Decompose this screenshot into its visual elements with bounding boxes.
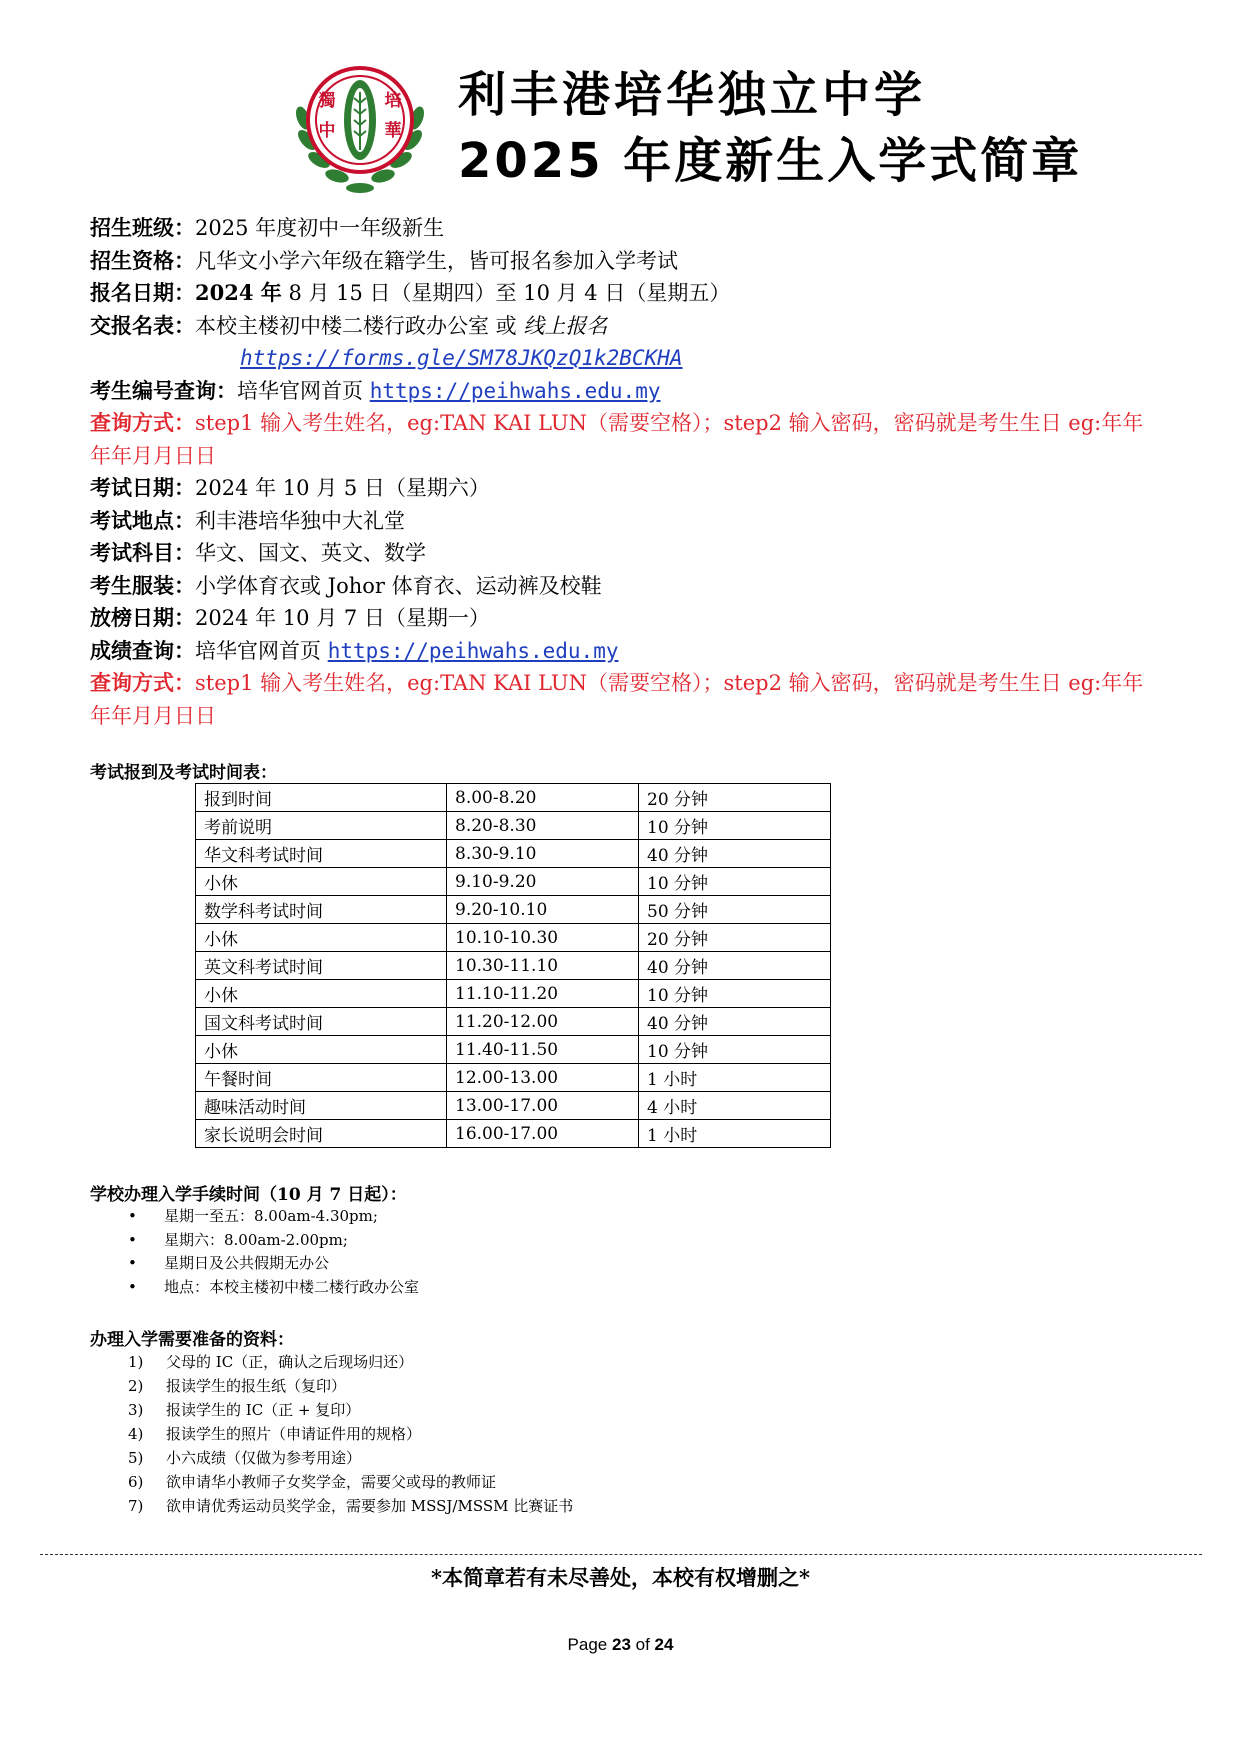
table-row — [196, 952, 831, 980]
schedule-time: 9.10-9.20 — [447, 868, 639, 896]
table-row — [196, 840, 831, 868]
list-item: • 地点：本校主楼初中楼二楼行政办公室 — [128, 1276, 419, 1300]
schedule-activity: 英文科考试时间 — [196, 952, 447, 980]
schedule-activity: 家长说明会时间 — [196, 1120, 447, 1148]
table-row — [196, 784, 831, 812]
list-item: 5) 小六成绩（仅做为参考用途） — [128, 1449, 362, 1467]
schedule-activity: 趣味活动时间 — [196, 1092, 447, 1120]
list-item: 2) 报读学生的报生纸（复印） — [128, 1377, 347, 1395]
table-row — [196, 1008, 831, 1036]
schedule-time: 11.40-11.50 — [447, 1036, 639, 1064]
schedule-time: 8.30-9.10 — [447, 840, 639, 868]
schedule-time: 13.00-17.00 — [447, 1092, 639, 1120]
page-header — [0, 0, 1241, 200]
schedule-time: 16.00-17.00 — [447, 1120, 639, 1148]
schedule-activity: 国文科考试时间 — [196, 1008, 447, 1036]
info-registration-date: 报名日期：2024 年 8 月 15 日（星期四）至 10 月 4 日（星期五） — [90, 280, 731, 305]
info-exam-date: 考试日期：2024 年 10 月 5 日（星期六） — [90, 475, 490, 500]
info-enrolment-class: 招生班级：2025 年度初中一年级新生 — [90, 215, 445, 240]
office-hours-list — [128, 1205, 419, 1299]
schedule-title: 考试报到及考试时间表： — [90, 763, 277, 783]
list-item: 4) 报读学生的照片（申请证件用的规格） — [128, 1425, 422, 1443]
page-footer: Page 23 of 24 — [567, 1635, 674, 1654]
table-row — [196, 1120, 831, 1148]
schedule-duration: 40 分钟 — [639, 1008, 831, 1036]
list-item: 6) 欲申请华小教师子女奖学金，需要父或母的教师证 — [128, 1473, 497, 1491]
logo-char-3: 培 — [384, 91, 402, 111]
table-row — [196, 868, 831, 896]
schedule-duration: 20 分钟 — [639, 784, 831, 812]
disclaimer-note: *本简章若有未尽善处，本校有权增删之* — [431, 1565, 810, 1590]
info-lookup-method: 查询方式：step1 输入考生姓名，eg:TAN KAI LUN（需要空格）；step2 输入密码，密码就是考生生日 eg:年年年年月月日日 — [90, 670, 1144, 728]
info-exam-venue: 考试地点：利丰港培华独中大礼堂 — [90, 507, 405, 533]
prospectus-title: 2025 年度新生入学式简章 — [458, 133, 1083, 189]
logo-char-4: 華 — [384, 121, 402, 141]
schedule-time: 11.10-11.20 — [447, 980, 639, 1008]
schedule-activity: 午餐时间 — [196, 1064, 447, 1092]
list-item: 3) 报读学生的 IC（正 + 复印） — [128, 1401, 361, 1419]
schedule-duration: 10 分钟 — [639, 812, 831, 840]
schedule-time: 10.10-10.30 — [447, 924, 639, 952]
info-candidate-number-lookup: 考生编号查询：培华官网首页 https://peihwahs.edu.my — [90, 377, 661, 403]
schedule-activity: 华文科考试时间 — [196, 840, 447, 868]
admission-info — [90, 212, 1150, 732]
info-result-lookup: 成绩查询：培华官网首页 https://peihwahs.edu.my — [90, 637, 619, 663]
documents-list — [128, 1350, 573, 1518]
schedule-activity: 报到时间 — [196, 784, 447, 812]
schedule-duration: 40 分钟 — [639, 952, 831, 980]
list-item: • 星期一至五：8.00am-4.30pm; — [128, 1205, 419, 1229]
schedule-duration: 40 分钟 — [639, 840, 831, 868]
schedule-duration: 1 小时 — [639, 1064, 831, 1092]
list-item: • 星期日及公共假期无办公 — [128, 1252, 419, 1276]
office-hours-title: 学校办理入学手续时间（10 月 7 日起）： — [90, 1185, 407, 1205]
table-row — [196, 924, 831, 952]
info-result-date: 放榜日期：2024 年 10 月 7 日（星期一） — [90, 605, 490, 630]
schedule-duration: 1 小时 — [639, 1120, 831, 1148]
schedule-duration: 50 分钟 — [639, 896, 831, 924]
table-row — [196, 812, 831, 840]
table-row — [196, 1064, 831, 1092]
school-logo-icon — [285, 48, 435, 198]
info-submit-form: 交报名表：本校主楼初中楼二楼行政办公室 或 线上报名 — [90, 312, 608, 338]
schedule-activity: 数学科考试时间 — [196, 896, 447, 924]
list-item: 1) 父母的 IC（正，确认之后现场归还） — [128, 1353, 414, 1371]
schedule-time: 8.20-8.30 — [447, 812, 639, 840]
schedule-activity: 小休 — [196, 924, 447, 952]
schedule-time: 10.30-11.10 — [447, 952, 639, 980]
school-name-title: 利丰港培华独立中学 — [458, 67, 927, 123]
table-row — [196, 980, 831, 1008]
schedule-duration: 10 分钟 — [639, 1036, 831, 1064]
dashed-divider — [40, 1554, 1202, 1555]
schedule-activity: 小休 — [196, 1036, 447, 1064]
info-lookup-method: 查询方式：step1 输入考生姓名，eg:TAN KAI LUN（需要空格）；step2 输入密码，密码就是考生生日 eg:年年年年月月日日 — [90, 410, 1144, 468]
schedule-time: 12.00-13.00 — [447, 1064, 639, 1092]
online-registration-link[interactable]: https://forms.gle/SM78JKQzQ1k2BCKHA — [240, 346, 683, 370]
website-link[interactable]: https://peihwahs.edu.my — [327, 638, 619, 663]
schedule-time: 11.20-12.00 — [447, 1008, 639, 1036]
schedule-time: 9.20-10.10 — [447, 896, 639, 924]
schedule-duration: 4 小时 — [639, 1092, 831, 1120]
schedule-activity: 小休 — [196, 980, 447, 1008]
schedule-activity: 小休 — [196, 868, 447, 896]
list-item: • 星期六：8.00am-2.00pm; — [128, 1229, 419, 1253]
info-eligibility: 招生资格：凡华文小学六年级在籍学生，皆可报名参加入学考试 — [90, 247, 678, 273]
table-row — [196, 1036, 831, 1064]
table-row — [196, 896, 831, 924]
logo-char-1: 獨 — [318, 91, 336, 111]
table-row — [196, 1092, 831, 1120]
schedule-duration: 10 分钟 — [639, 868, 831, 896]
info-dress-code: 考生服装：小学体育衣或 Johor 体育衣、运动裤及校鞋 — [90, 572, 602, 598]
schedule-duration: 20 分钟 — [639, 924, 831, 952]
schedule-duration: 10 分钟 — [639, 980, 831, 1008]
website-link[interactable]: https://peihwahs.edu.my — [369, 378, 661, 403]
documents-title: 办理入学需要准备的资料： — [90, 1330, 294, 1350]
list-item: 7) 欲申请优秀运动员奖学金，需要参加 MSSJ/MSSM 比赛证书 — [128, 1497, 574, 1515]
schedule-activity: 考前说明 — [196, 812, 447, 840]
schedule-time: 8.00-8.20 — [447, 784, 639, 812]
schedule-table — [195, 783, 831, 1148]
logo-char-2: 中 — [318, 121, 336, 141]
info-exam-subjects: 考试科目：华文、国文、英文、数学 — [90, 540, 426, 565]
info-form-link-row — [90, 342, 1150, 375]
